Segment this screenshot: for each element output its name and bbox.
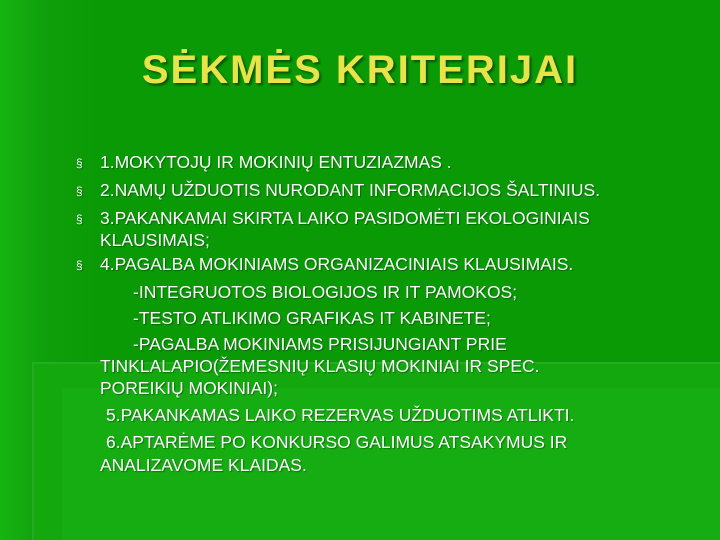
bullet-icon: § — [76, 184, 83, 198]
list-item-5: 5.PAKANKAMAS LAIKO REZERVAS UŽDUOTIMS ATLIKTI. — [106, 405, 575, 425]
bullet-icon: § — [76, 156, 83, 170]
list-item-3-continued: KLAUSIMAIS; — [100, 230, 210, 250]
bullet-icon: § — [76, 212, 83, 226]
sub-item-login-help: -PAGALBA MOKINIAMS PRISIJUNGIANT PRIE — [133, 334, 507, 354]
list-item-3: 3.PAKANKAMAI SKIRTA LAIKO PASIDOMĖTI EKOLOGINIAIS — [100, 208, 590, 228]
bullet-icon: § — [76, 258, 83, 272]
sub-item-test-schedule: -TESTO ATLIKIMO GRAFIKAS IT KABINETE; — [133, 308, 491, 328]
sub-item-login-help-continued-1: TINKLALAPIO(ŽEMESNIŲ KLASIŲ MOKINIAI IR SPEC. — [100, 356, 540, 376]
slide-title: SĖKMĖS KRITERIJAI — [141, 48, 579, 92]
list-item-1: 1.MOKYTOJŲ IR MOKINIŲ ENTUZIAZMAS . — [100, 152, 452, 172]
sub-item-login-help-continued-2: POREIKIŲ MOKINIAI); — [100, 378, 278, 398]
sub-item-integrated-lessons: -INTEGRUOTOS BIOLOGIJOS IR IT PAMOKOS; — [133, 282, 518, 302]
list-item-6-continued: ANALIZAVOME KLAIDAS. — [100, 455, 307, 475]
list-item-4: 4.PAGALBA MOKINIAMS ORGANIZACINIAIS KLAUSIMAIS. — [100, 254, 574, 274]
list-item-2: 2.NAMŲ UŽDUOTIS NURODANT INFORMACIJOS ŠALTINIUS. — [100, 180, 601, 200]
list-item-6: 6.APTARĖME PO KONKURSO GALIMUS ATSAKYMUS IR — [106, 432, 568, 452]
